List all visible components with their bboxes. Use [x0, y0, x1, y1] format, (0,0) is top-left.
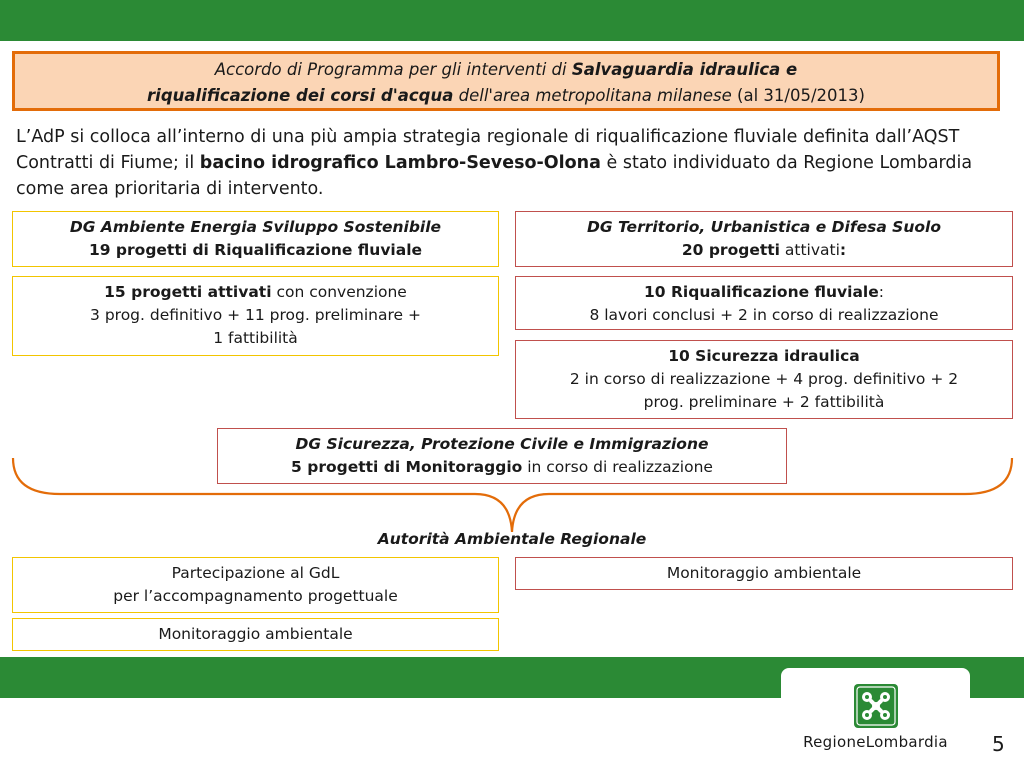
regione-lombardia-rose-icon [854, 684, 898, 728]
monitoraggio-left-box [12, 618, 499, 651]
progetti-attivati-text: con convenzione [271, 283, 407, 301]
dg-sicurezza-text: in corso di realizzazione [522, 458, 713, 476]
riqualificazione-line2: 8 lavori conclusi + 2 in corso di realizzazione [589, 306, 939, 324]
sicurezza-idraulica-line2: 2 in corso di realizzazione + 4 prog. definitivo + 2 [569, 370, 959, 388]
regione-lombardia-wordmark: RegioneLombardia [803, 733, 948, 751]
dg-sicurezza-name: DG Sicurezza, Protezione Civile e Immigrazione [295, 435, 709, 453]
monitoraggio-right-text: Monitoraggio ambientale [666, 564, 862, 582]
riqualificazione-colon: : [878, 283, 884, 301]
dg-ambiente-name: DG Ambiente Energia Sviluppo Sostenibile [69, 218, 442, 236]
dg-territorio-colon: : [839, 241, 847, 259]
brace-path [13, 458, 1012, 532]
title-bold-2: riqualificazione dei corsi d'acqua [147, 86, 454, 105]
partecipazione-box [12, 557, 499, 613]
riqualificazione-bold: 10 Riqualificazione fluviale [644, 283, 879, 301]
dg-ambiente-summary: 19 progetti di Riqualificazione fluviale [88, 241, 423, 259]
dg-ambiente-detail-line3: 1 fattibilità [213, 329, 298, 347]
progetti-attivati-bold: 15 progetti attivati [104, 283, 272, 301]
intro-text-1: L’AdP si colloca all’interno di una più ampia strategia regionale di riqualificazione fluviale definita dall’AQST Contratti di Fiume; il [16, 127, 960, 173]
title-text-1: Accordo di Programma per gli interventi di [214, 60, 572, 79]
page-number: 5 [992, 732, 1005, 756]
sicurezza-idraulica-line3: prog. preliminare + 2 fattibilità [643, 393, 885, 411]
dg-ambiente-detail-line2: 3 prog. definitivo + 11 prog. preliminare + [90, 306, 421, 324]
partecipazione-line1: Partecipazione al GdL [171, 564, 340, 582]
title-text-2: dell'area metropolitana milanese [453, 86, 738, 105]
intro-bold: bacino idrografico Lambro-Seveso-Olona [199, 153, 601, 173]
dg-territorio-bold: 20 progetti [681, 241, 780, 259]
title-bold-1: Salvaguardia idraulica e [571, 60, 798, 79]
dg-territorio-text: attivati [779, 241, 840, 259]
dg-sicurezza-bold: 5 progetti di Monitoraggio [291, 458, 523, 476]
dg-territorio-name: DG Territorio, Urbanistica e Difesa Suolo [587, 218, 941, 236]
monitoraggio-right-box [515, 557, 1013, 590]
partecipazione-line2: per l’accompagnamento progettuale [113, 587, 398, 605]
sicurezza-idraulica-bold: 10 Sicurezza idraulica [668, 347, 860, 365]
title-date: (al 31/05/2013) [737, 86, 865, 105]
autorita-ambientale-heading: Autorità Ambientale Regionale [377, 530, 647, 548]
monitoraggio-left-text: Monitoraggio ambientale [158, 625, 353, 643]
intro-text-2: è stato individuato da Regione Lombardia come area prioritaria di intervento. [16, 153, 973, 199]
